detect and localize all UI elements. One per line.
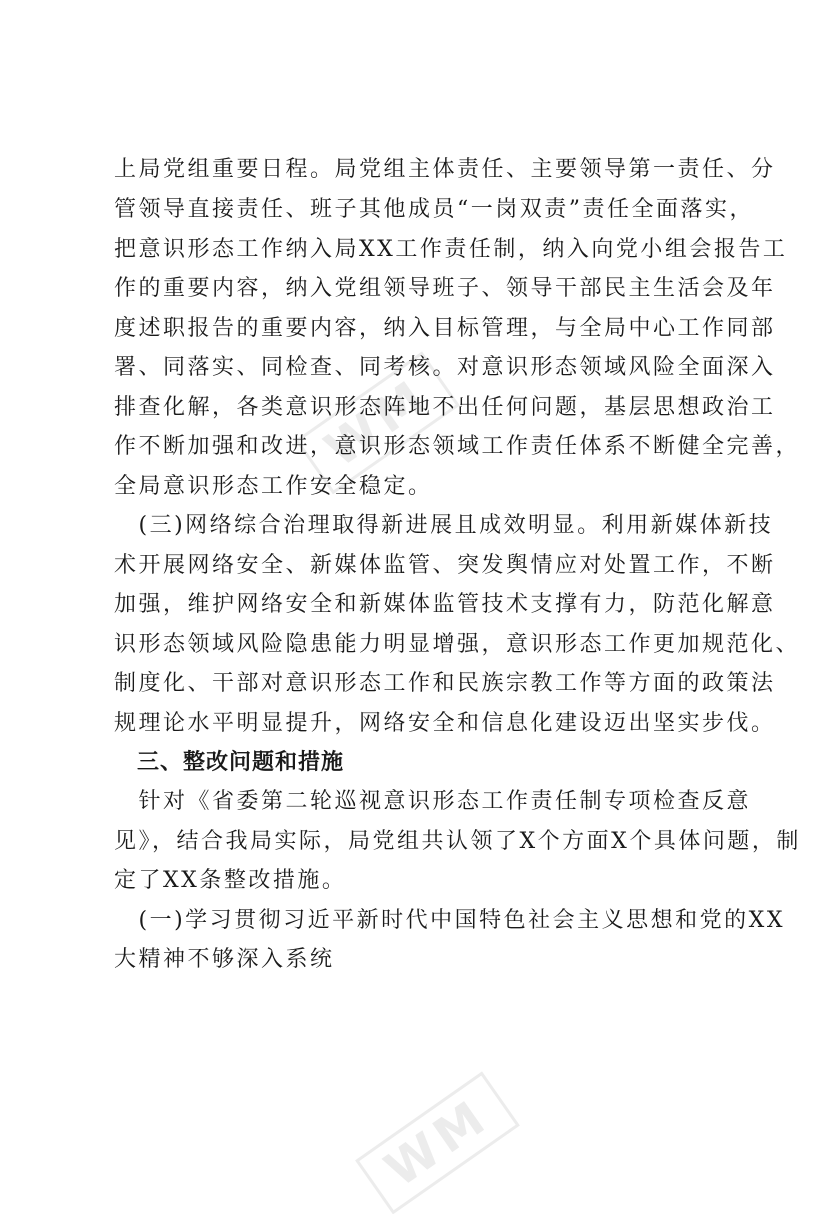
text-line: 术开展网络安全、新媒体监管、突发舆情应对处置工作，不断 [114,553,776,578]
text-line: 作的重要内容，纳入党组领导班子、领导干部民主生活会及年 [114,276,776,301]
text-line: 署、同落实、同检查、同考核。对意识形态领域风险全面深入 [114,355,776,380]
text-line: 规理论水平明显提升，网络安全和信息化建设迈出坚实步伐。 [114,711,776,736]
text-line: 加强，维护网络安全和新媒体监管技术支撑有力，防范化解意 [114,592,776,617]
paragraph-start: 针对《省委第二轮巡视意识形态工作责任制专项检查反意 [114,789,752,814]
text-line: 作不断加强和改进，意识形态领域工作责任体系不断健全完善， [114,434,801,459]
watermark: WM [355,1072,520,1214]
subsection-heading: (一)学习贯彻习近平新时代中国特色社会主义思想和党的XX [114,908,785,933]
text-line: 全局意识形态工作安全稳定。 [114,474,433,499]
section-heading: 三、整改问题和措施 [114,750,345,775]
text-line: 大精神不够深入系统 [114,947,335,972]
text-line: 管领导直接责任、班子其他成员“一岗双责”责任全面落实， [114,197,754,222]
text-line: 上局党组重要日程。局党组主体责任、主要领导第一责任、分 [114,157,776,182]
text-line: 制度化、干部对意识形态工作和民族宗教工作等方面的政策法 [114,671,776,696]
text-line: 排查化解，各类意识形态阵地不出任何问题，基层思想政治工 [114,395,776,420]
paragraph-start: (三)网络综合治理取得新进展且成效明显。利用新媒体新技 [114,513,774,538]
text-line: 度述职报告的重要内容，纳入目标管理，与全局中心工作同部 [114,316,776,341]
text-line: 把意识形态工作纳入局XX工作责任制，纳入向党小组会报告工 [114,237,788,262]
watermark: WM [295,352,460,495]
text-line: 见》，结合我局实际，局党组共认领了X个方面X个具体问题，制 [114,829,801,854]
text-line: 识形态领域风险隐患能力明显增强，意识形态工作更加规范化、 [114,632,801,657]
text-line: 定了XX条整改措施。 [114,868,347,893]
